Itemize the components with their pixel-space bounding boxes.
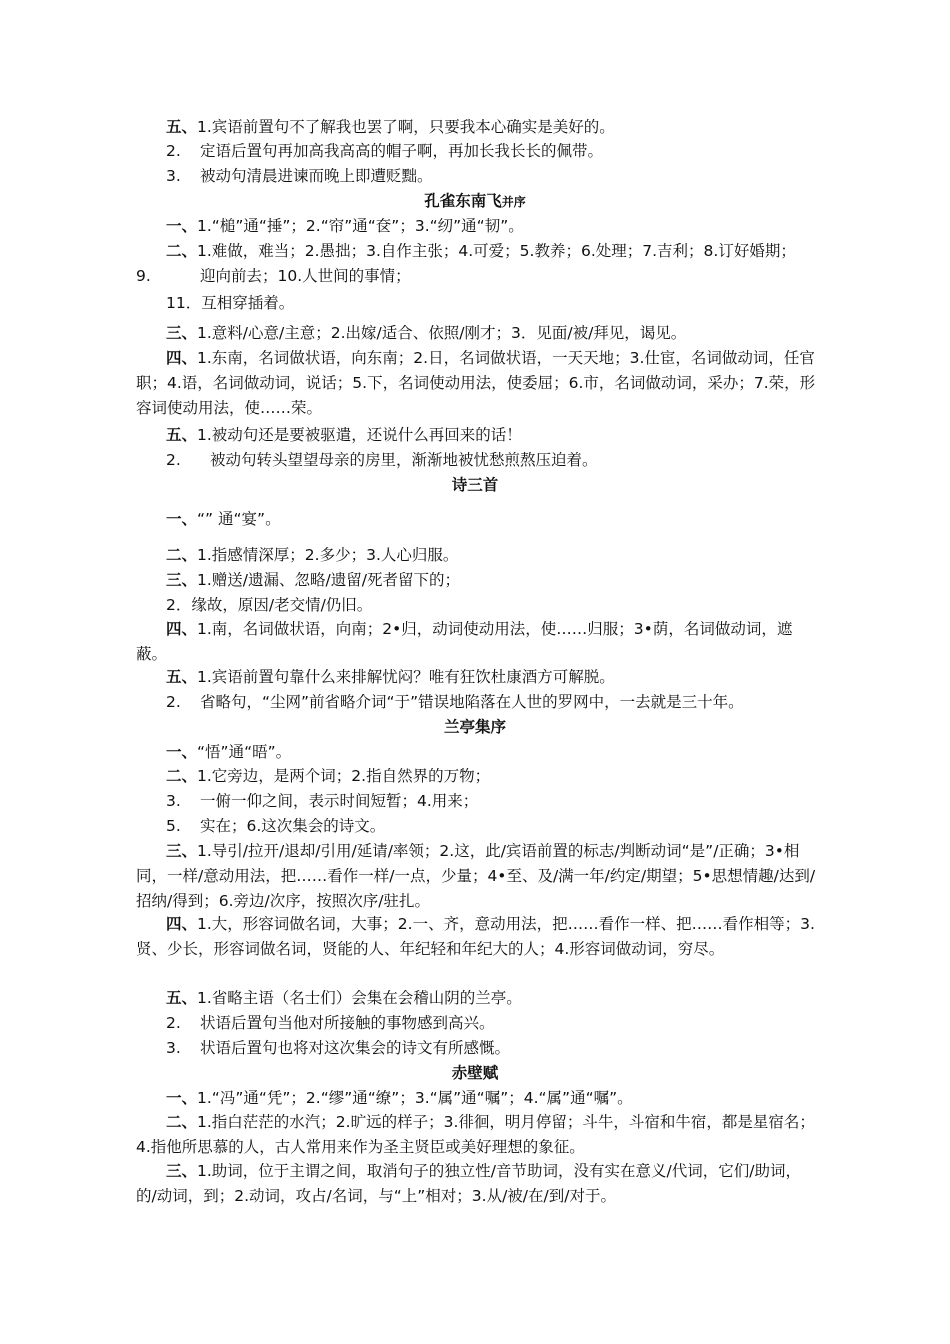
- s5-l1-text: 1.“冯”通“凭”；2.“缪”通“缭”；3.“属”通“嘱”；4.“属”通“嘱”。: [197, 1089, 633, 1107]
- s4-line-3: [166, 790, 478, 812]
- s5-l1-head: 一、: [166, 1089, 198, 1107]
- s4-l8-text: 状语后置句当他对所接触的事物感到高兴。: [200, 1014, 495, 1032]
- s4-l8-num: 2.: [166, 1014, 181, 1032]
- s2-line-4: 11．互相穿插着。: [166, 294, 295, 312]
- s3-line-3: [166, 569, 460, 591]
- s5-para-3: [136, 1159, 816, 1209]
- s4-l1-text: “悟”通“晤”。: [197, 743, 292, 761]
- s3-para-5: [136, 617, 816, 667]
- s5-line-1: [166, 1087, 633, 1109]
- s4-line-8: [166, 1012, 495, 1034]
- s3-l1-head: 一、: [166, 510, 198, 528]
- s2-line-5: [166, 322, 686, 344]
- s1-line-2: [166, 140, 603, 162]
- s1-line-3: [166, 165, 433, 187]
- s1-line-1: [166, 116, 615, 138]
- s2-para-6: [136, 346, 816, 421]
- s3-line-2: [166, 544, 458, 566]
- s2-l2-head: 二、: [166, 242, 198, 260]
- s3-l2-text: 1.指感情深厚；2.多少；3.人心归服。: [197, 546, 459, 564]
- s4-l6-head: 四、: [166, 915, 198, 933]
- s2-line-7: [166, 424, 522, 446]
- s2-l7-text: 1.被动句还是要被驱遣，还说什么再回来的话！: [197, 426, 522, 444]
- s5-l2-head: 二、: [166, 1113, 198, 1131]
- s2-line-2: [166, 240, 796, 262]
- s2-l1-head: 一、: [166, 217, 198, 235]
- s3-l6-head: 五、: [166, 668, 198, 686]
- s3-line-7: [166, 691, 744, 713]
- s5-l3-text: 1.助词，位于主谓之间，取消句子的独立性/音节助词，没有实在意义/代词，它们/助词，的/动词，到；2.动词，攻占/名词，与“上”相对；3.从/被/在/到/对于。: [136, 1162, 801, 1205]
- s3-l5-text: 1.南，名词做状语，向南；2•归，动词使动用法，使……归服；3•荫，名词做动词，遮蔽。: [136, 620, 793, 663]
- s3-l7-text: 省略句，“尘网”前省略介词“于”错误地陷落在人世的罗网中，一去就是三十年。: [200, 693, 744, 711]
- s4-l4-text: 实在；6.这次集会的诗文。: [200, 817, 386, 835]
- s4-l5-text: 1.导引/拉开/退却/引用/延请/率领；2.这，此/宾语前置的标志/判断动词“是”/正确；3•相同，一样/意动用法，把……看作一样/一点，少量；4•至、及/满一年/约定/期望；5•思想情趣/达到/招纳/得到；6.旁边/次序，按照次序/驻扎。: [136, 842, 816, 910]
- s3-l3-head: 三、: [166, 571, 198, 589]
- s5-para-2: [136, 1110, 816, 1160]
- s2-l6-text: 1.东南，名词做状语，向东南；2.日，名词做状语，一天天地；3.仕宦，名词做动词，任官职；4.语，名词做动词，说话；5.下，名词使动用法，使委屈；6.市，名词做动词，采办；7.荣，形容词使动用法，使……荣。: [136, 349, 816, 417]
- s3-l3-text: 1.赠送/遗漏、忽略/遗留/死者留下的；: [197, 571, 460, 589]
- s2-title: [0, 190, 950, 213]
- s3-title: 诗三首: [451, 476, 499, 494]
- s4-l7-text: 1.省略主语（名士们）会集在会稽山阴的兰亭。: [197, 989, 522, 1007]
- s1-l1-head: 五、: [166, 118, 198, 136]
- s1-l3-num: 3.: [166, 167, 181, 185]
- s3-line-6: [166, 666, 615, 688]
- s5-l3-head: 三、: [166, 1162, 198, 1180]
- s4-l1-head: 一、: [166, 743, 198, 761]
- s4-l2-text: 1.它旁边，是两个词；2.指自然界的万物；: [197, 767, 491, 785]
- s4-line-9: [166, 1037, 510, 1059]
- s4-para-5: [136, 839, 816, 914]
- s2-l8-num: 2.: [166, 451, 181, 469]
- s5-title: 赤壁赋: [451, 1064, 499, 1082]
- s2-l1-text: 1.“槌”通“捶”；2.“帘”通“奁”；3.“纫”通“韧”。: [197, 217, 524, 235]
- s4-l2-head: 二、: [166, 767, 198, 785]
- s4-line-7: [166, 987, 522, 1009]
- s4-l6-text: 1.大，形容词做名词，大事；2.一、齐，意动用法，把……看作一样、把……看作相等；3.贤、少长，形容词做名词，贤能的人、年纪轻和年纪大的人；4.形容词做动词，穷尽。: [136, 915, 815, 958]
- s5-l2-text: 1.指白茫茫的水汽；2.旷远的样子；3.徘徊，明月停留；斗牛，斗宿和牛宿，都是星宿名；4.指他所思慕的人，古人常用来作为圣主贤臣或美好理想的象征。: [136, 1113, 815, 1156]
- s2-line-8: [166, 449, 598, 471]
- s2-title-small: 并序: [501, 195, 526, 209]
- s4-line-4: [166, 815, 385, 837]
- s4-l4-num: 5.: [166, 817, 181, 835]
- s2-title-text: 孔雀东南飞: [424, 192, 502, 210]
- s4-line-1: [166, 741, 291, 763]
- s2-l8-text: 被动句转头望望母亲的房里，渐渐地被忧愁煎熬压迫着。: [210, 451, 598, 469]
- s4-l5-head: 三、: [166, 842, 198, 860]
- s1-l3-text: 被动句清晨进谏而晚上即遭贬黜。: [200, 167, 433, 185]
- s2-l5-head: 三、: [166, 324, 198, 342]
- s4-l9-text: 状语后置句也将对这次集会的诗文有所感慨。: [200, 1039, 511, 1057]
- s4-l7-head: 五、: [166, 989, 198, 1007]
- s2-line-1: [166, 215, 524, 237]
- s3-l6-text: 1.宾语前置句靠什么来排解忧闷？唯有狂饮杜康酒方可解脱。: [197, 668, 615, 686]
- s1-l2-text: 定语后置句再加高我高高的帽子啊，再加长我长长的佩带。: [200, 142, 604, 160]
- s2-l7-head: 五、: [166, 426, 198, 444]
- s4-line-2: [166, 765, 490, 787]
- s4-title: 兰亭集序: [443, 718, 506, 736]
- s3-line-4: 2．缘故，原因/老交情/仍旧。: [166, 596, 373, 614]
- s3-l2-head: 二、: [166, 546, 198, 564]
- s1-l2-num: 2.: [166, 142, 181, 160]
- s4-l3-text: 一俯一仰之间，表示时间短暂；4.用来；: [200, 792, 479, 810]
- s3-l5-head: 四、: [166, 620, 198, 638]
- s4-para-6: [136, 912, 816, 962]
- s4-l9-num: 3.: [166, 1039, 181, 1057]
- s1-l1-text: 1.宾语前置句不了解我也罢了啊，只要我本心确实是美好的。: [197, 118, 615, 136]
- s3-l1-text: “” 通“宴”。: [197, 510, 281, 528]
- s2-l6-head: 四、: [166, 349, 198, 367]
- s2-l5-text: 1.意料/心意/主意；2.出嫁/适合、依照/刚才；3．见面/被/拜见，谒见。: [197, 324, 687, 342]
- s2-line-3: [136, 265, 411, 287]
- s2-l3-num: 9.: [136, 267, 151, 285]
- s2-l2-text: 1.难做，难当；2.愚拙；3.自作主张；4.可爱；5.教养；6.处理；7.吉利；8.订好婚期；: [197, 242, 796, 260]
- s3-l7-num: 2.: [166, 693, 181, 711]
- s2-l3-text: 迎向前去；10.人世间的事情；: [200, 267, 411, 285]
- s4-l3-num: 3.: [166, 792, 181, 810]
- s3-line-1: [166, 508, 281, 530]
